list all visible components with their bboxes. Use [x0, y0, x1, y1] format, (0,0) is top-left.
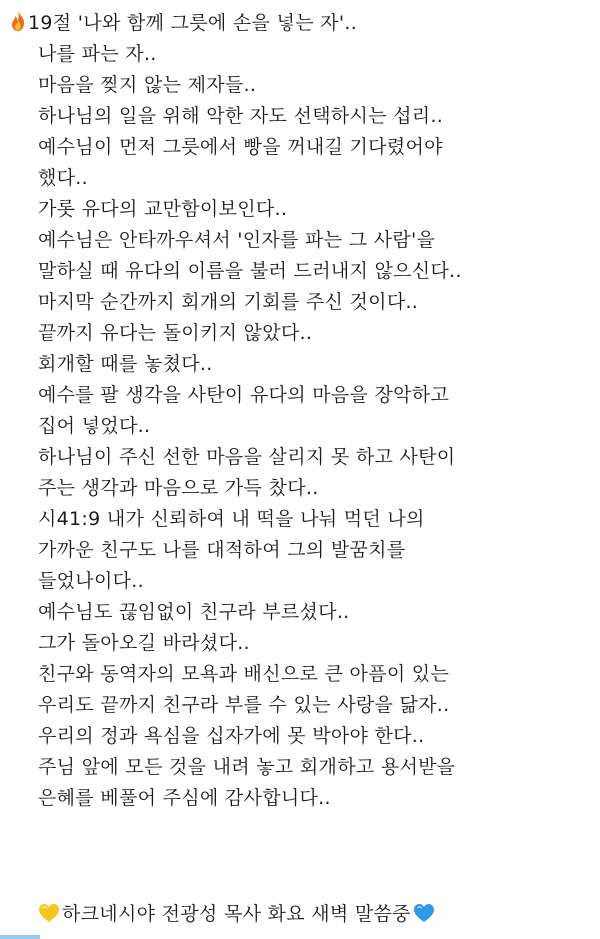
memo-line: 했다..	[38, 167, 88, 189]
memo-line: 마음을 찢지 않는 제자들..	[38, 74, 257, 96]
memo-line: 시41:9 내가 신뢰하여 내 떡을 나눠 먹던 나의	[38, 508, 425, 530]
scroll-edge-indicator	[0, 935, 40, 939]
memo-line: 집어 넣었다..	[38, 415, 151, 437]
memo-line: 들었나이다..	[38, 570, 144, 592]
memo-line: 나를 파는 자..	[38, 43, 157, 65]
memo-line: 마지막 순간까지 회개의 기회를 주신 것이다..	[38, 291, 419, 313]
memo-body	[28, 8, 590, 814]
memo-title-text: 19절 '나와 함께 그릇에 손을 넣는 자'..	[28, 12, 358, 34]
memo-line: 예수님도 끊임없이 친구라 부르셨다..	[38, 601, 350, 623]
memo-line: 친구와 동역자의 모욕과 배신으로 큰 아픔이 있는	[38, 663, 450, 685]
memo-line: 가까운 친구도 나를 대적하여 그의 발꿈치를	[38, 539, 406, 561]
signature-text: 하크네시야 전광성 목사 화요 새벽 말씀중	[62, 903, 411, 925]
memo-line: 회개할 때를 놓쳤다..	[38, 353, 213, 375]
memo-line: 가롯 유다의 교만함이보인다..	[38, 198, 288, 220]
memo-line: 하나님의 일을 위해 악한 자도 선택하시는 섭리..	[38, 105, 444, 127]
memo-line: 하나님이 주신 선한 마음을 살리지 못 하고 사탄이	[38, 446, 456, 468]
memo-line: 주는 생각과 마음으로 가득 찼다..	[38, 477, 319, 499]
blue-heart-icon	[413, 903, 435, 923]
memo-line: 예수님이 먼저 그릇에서 빵을 꺼내길 기다렸어야	[38, 136, 443, 158]
memo-line: 주님 앞에 모든 것을 내려 놓고 회개하고 용서받을	[38, 756, 456, 778]
memo-line: 우리도 끝까지 친구라 부를 수 있는 사랑을 닮자..	[38, 694, 450, 716]
memo-line: 말하실 때 유다의 이름을 불러 드러내지 않으신다..	[38, 260, 462, 282]
memo-line: 끝까지 유다는 돌이키지 않았다..	[38, 322, 313, 344]
memo-line: 은혜를 베풀어 주심에 감사합니다..	[38, 787, 331, 809]
memo-line: 예수님은 안타까우셔서 '인자를 파는 그 사람'을	[38, 229, 436, 251]
memo-line: 예수를 팔 생각을 사탄이 유다의 마음을 장악하고	[38, 384, 450, 406]
memo-signature	[38, 899, 437, 929]
yellow-heart-icon	[38, 903, 60, 923]
memo-line: 우리의 정과 욕심을 십자가에 못 박아야 한다..	[38, 725, 425, 747]
fire-emoji-icon	[10, 10, 26, 32]
memo-title	[10, 8, 590, 39]
memo-line: 그가 돌아오길 바라셨다..	[38, 632, 250, 654]
